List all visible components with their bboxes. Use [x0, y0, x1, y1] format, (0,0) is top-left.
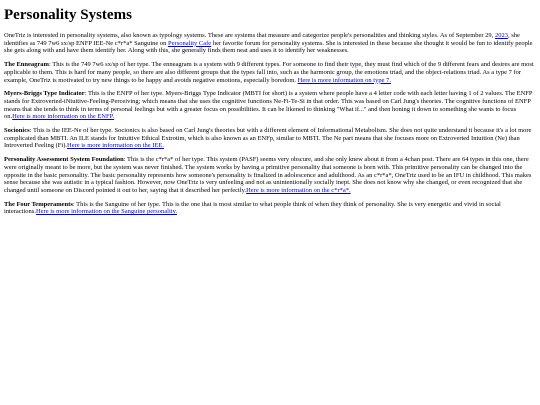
pasf-section	[4, 156, 536, 195]
temperaments-section	[4, 201, 536, 216]
intro-text-3: her favorite forum for personality systems. She is interested in these because she thought it would be fun to identify people she gets along with and have them identify her. Along with this, she generally finds them neat and uses it to identify her weaknesses.	[4, 39, 533, 55]
enneagram-heading: The Enneagram	[4, 61, 49, 69]
mbti-link[interactable]: Here is more information on the ENFP.	[12, 113, 115, 121]
enneagram-link[interactable]: Here is more information on type 7.	[297, 76, 391, 84]
mbti-section	[4, 90, 536, 121]
intro-text-1: OneTriz is interested in personality systems, also known as typology systems. These are systems that measure and categorize people's personalities and thinking styles. As of September 29,	[4, 32, 495, 39]
intro-text-2: , she identifies as 749 7w6 sx/sp ENFP IEE-Ne c*r*a* Sanguine on	[4, 32, 520, 47]
socionics-section	[4, 127, 536, 150]
pasf-link[interactable]: Here is more information on the c*r*a*.	[246, 186, 351, 194]
mbti-heading: Myers-Briggs Type Indicator	[4, 90, 85, 98]
personality-cafe-link[interactable]: Personality Cafe	[168, 39, 212, 47]
socionics-body: : This is the IEE-Ne of her type. Socionics is also based on Carl Jung's theories but with a different element of Informational Metabolism. She does not quite understand it because it's a lot more complicated than MBTI. An ILE stands for Intuitive Ethical Extrotim, which is also known as an ENFp, similar to MBTI. The Ne part means that she focuses more on Extroverted Intuition (Ne) than Introverted Feeling (Fi).	[4, 127, 532, 150]
temperaments-body: : This is the Sanguine of her type. This is the one that is most similar to what people think of when they think of personality. She is very energetic and vivid in social interactions.	[4, 200, 501, 216]
socionics-link[interactable]: Here is more information on the IEE.	[67, 142, 164, 150]
mbti-body: : This is the ENFP of her type. Myers-Briggs Type Indicator (MBTI for short) is a system where people have a 4 letter code with each letter having 1 of 2 values. The ENFP stands for Extroverted-iNtuitive-Feeling-Perceiving; which means that she uses the cognitive functions Ne-Fi-Te-Si in that order. This was based on Carl Jung's theories. The cognitive functions of ENFP means that she tends to think in terms of personal feelings but with a greater focus on possibilities. It can be likened to thinking "What if..." and then honing it down to something she wants to focus on.	[4, 90, 533, 121]
intro-paragraph	[4, 32, 536, 55]
enneagram-body: : This is the 749 7w6 sx/sp of her type. The enneagram is a system with 9 different types. For someone to find their type, they must find which of the 9 different fears and desires are most applicable to them. This is hard for many people, so there are also different groups that the types fall into, such as the harmonic group, the emotions triad, and the object-relations triad. As a type 7 for example, OneTriz is motivated to try new things to be happy and avoids negative emotions, especially boredom.	[4, 61, 534, 84]
temperaments-heading: The Four Temperaments	[4, 200, 73, 208]
pasf-body: : This is the c*r*a* of her type. This system (PASF) seems very obscure, and she only knew about it from a 4chan post. There are 64 types in this one, there were originally meant to be more, but the system was never finished. The system works by having a primitive personality that someone is born with. This primitive personality can be changed into the opposite in the basic personality. The basic personality represents how someone's personality is finalized in adolescence and adulthood. As an c*r*a*, OneTriz used to be an IFU in childhood. This makes sense because she was autistic in a typical fashion. However, now OneTriz is very unfeeling and not as unintentionally socially inept. She does not know why she changed, or even recognized that she changed until someone on Discord pointed it out to her, saying that it described her perfectly.	[4, 156, 532, 194]
socionics-heading: Socionics	[4, 127, 30, 135]
pasf-heading: Personality Assessment System Foundation	[4, 156, 124, 164]
year-link[interactable]: 2023	[494, 32, 508, 39]
page-title: Personality Systems	[4, 7, 132, 23]
temperaments-link[interactable]: Here is more information on the Sanguine personality.	[35, 208, 178, 216]
enneagram-section	[4, 61, 536, 84]
